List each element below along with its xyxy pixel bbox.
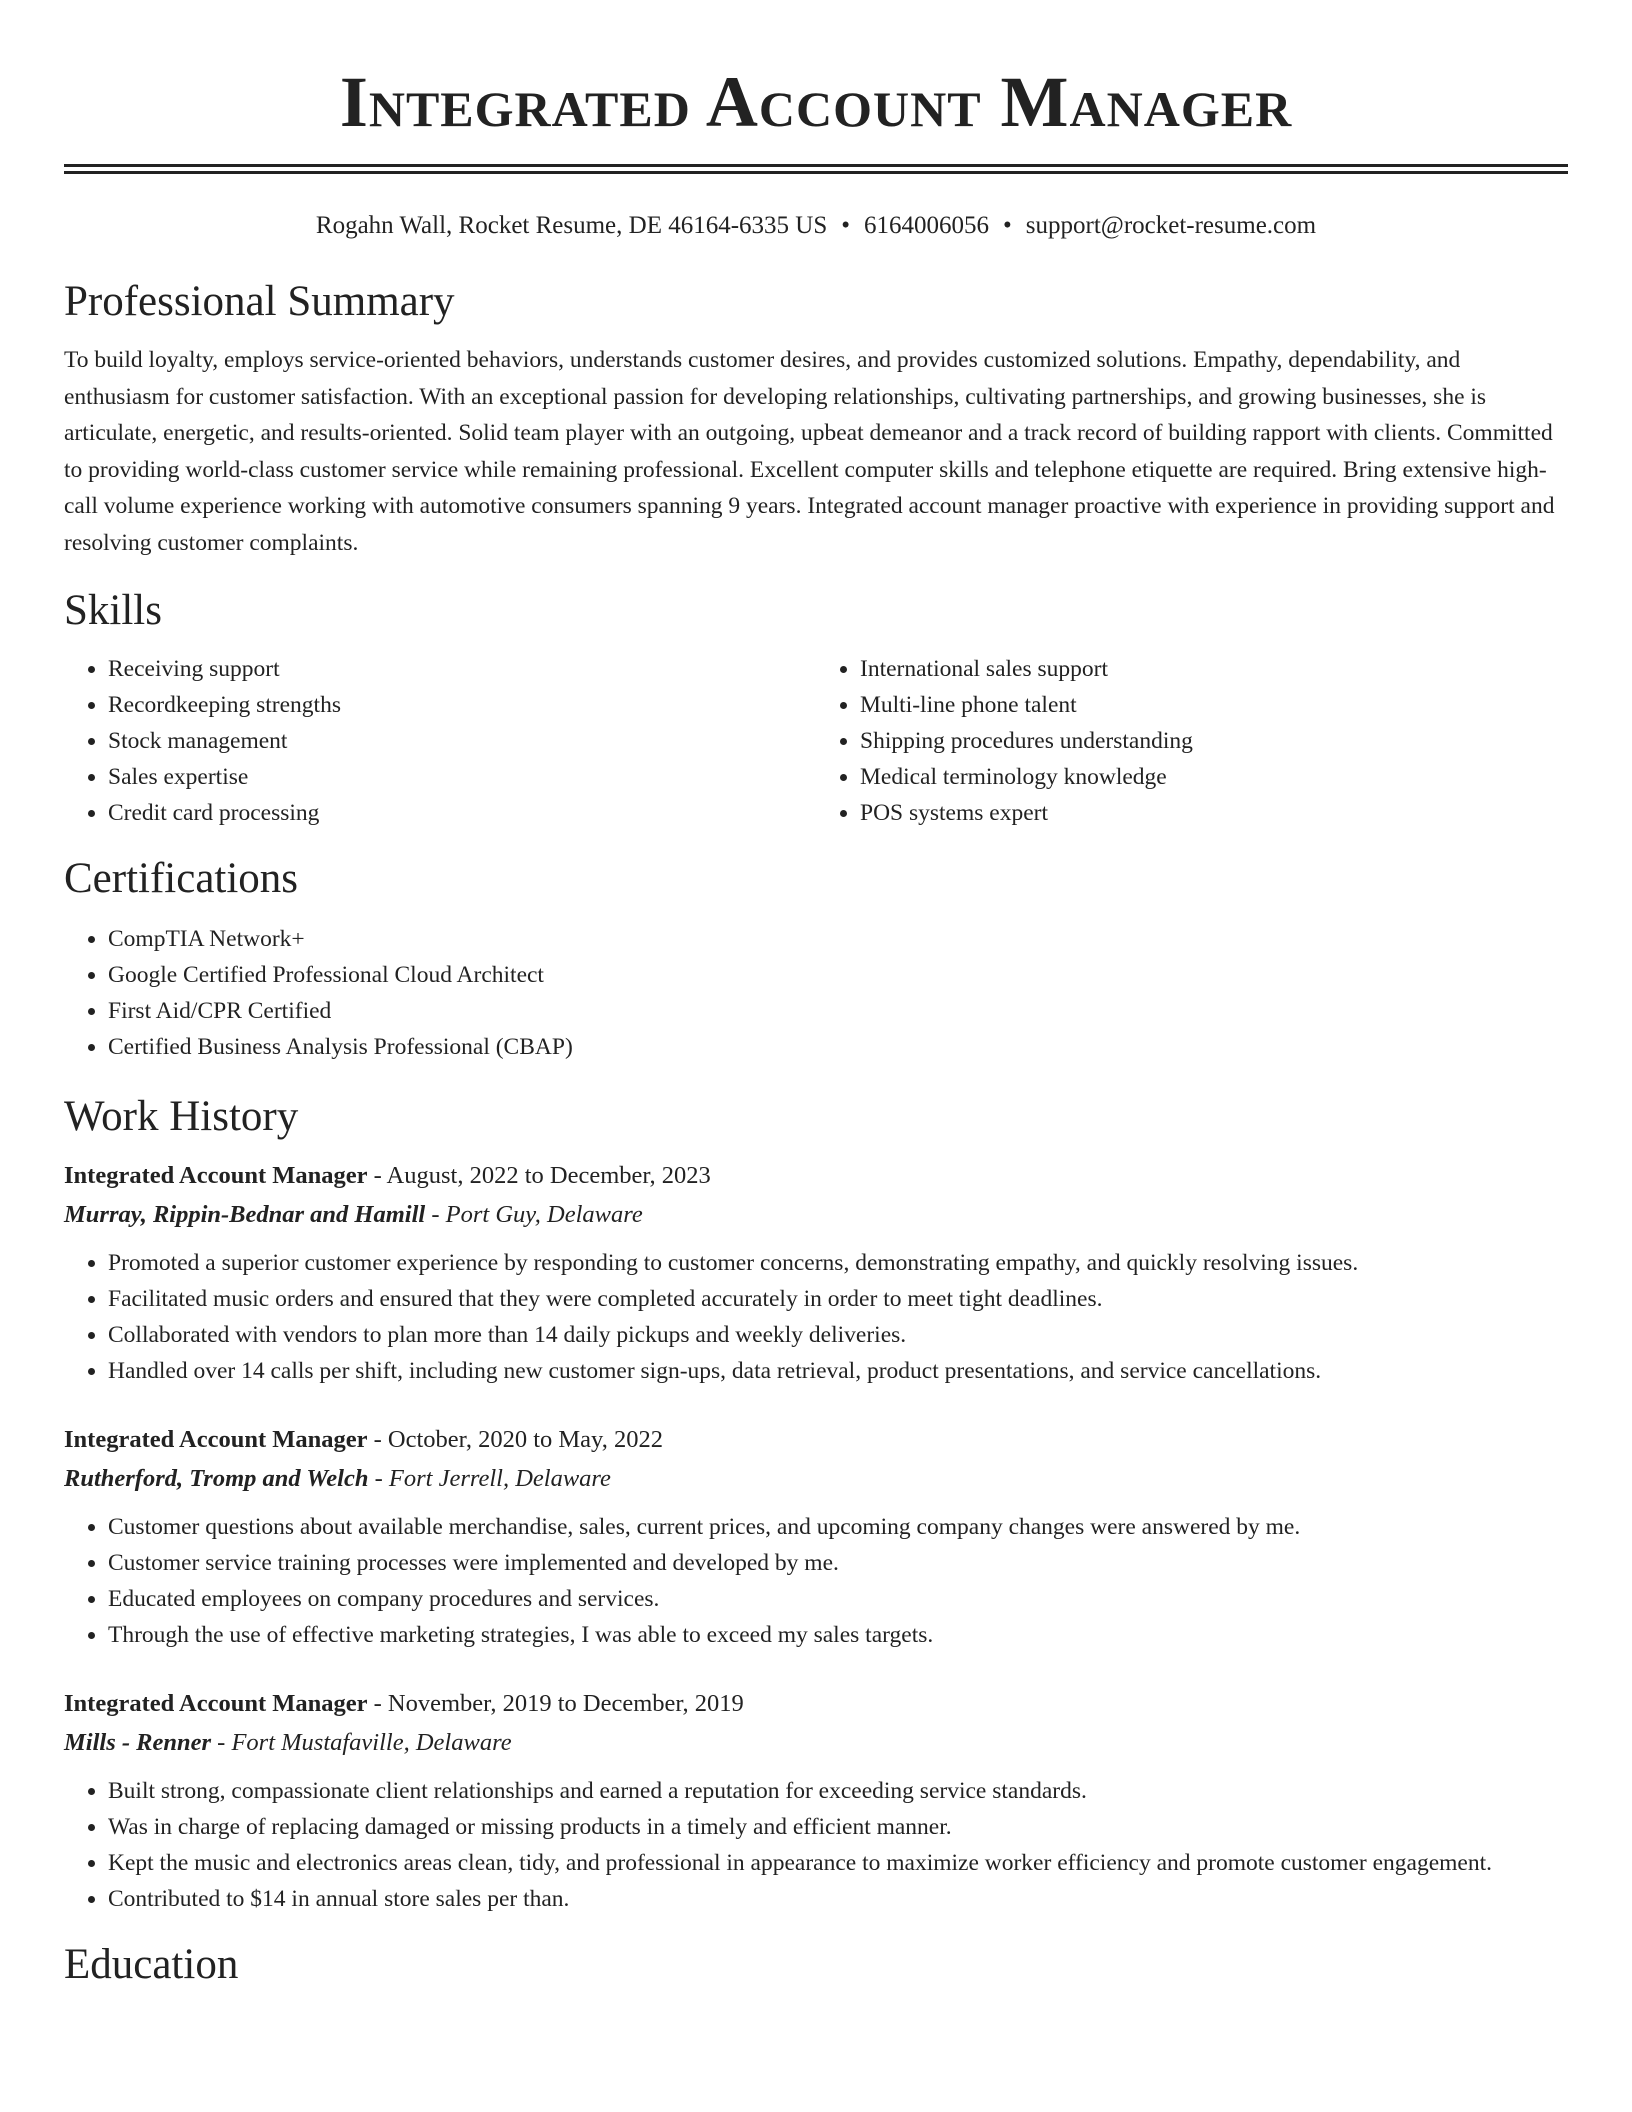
skills-columns [64,651,1568,831]
skills-list-right [816,651,1568,831]
job-entry [64,1421,1568,1653]
job-entry [64,1157,1568,1389]
job-bullets [64,1773,1568,1917]
work-history-heading: Work History [64,1093,299,1140]
list-item: • Multi-line phone talent [860,687,1568,723]
job-entry [64,1685,1568,1917]
list-item: • Built strong, compassionate client relationships and earned a reputation for exceeding service standards. [108,1773,1568,1809]
list-item: • Kept the music and electronics areas clean, tidy, and professional in appearance to maximize worker efficiency and promote customer engagement. [108,1845,1568,1881]
list-item: • Facilitated music orders and ensured that they were completed accurately in order to meet tight deadlines. [108,1281,1568,1317]
certifications-heading: Certifications [64,855,299,902]
contact-email: support@rocket-resume.com [1025,212,1317,239]
title-double-rule [64,164,1568,174]
job-header [64,1157,1568,1195]
job-location: - Fort Jerrell, Delaware [368,1465,611,1492]
list-item: • Handled over 14 calls per shift, including new customer sign-ups, data retrieval, product presentations, and service cancellations. [108,1353,1568,1389]
resume-page [64,0,1568,1991]
skills-list-left [64,651,816,831]
job-title: Integrated Account Manager [64,1162,368,1189]
education-heading: Education [64,1941,239,1988]
list-item: • Certified Business Analysis Professional (CBAP) [108,1029,1568,1065]
list-item: • International sales support [860,651,1568,687]
job-bullets [64,1245,1568,1389]
list-item: • Shipping procedures understanding [860,723,1568,759]
list-item: • CompTIA Network+ [108,921,1568,957]
list-item: • Educated employees on company procedures and services. [108,1581,1568,1617]
list-item: • Stock management [108,723,816,759]
list-item: • POS systems expert [860,795,1568,831]
job-company-line [64,1459,1568,1499]
job-title: Integrated Account Manager [64,1426,368,1453]
list-item: • Customer service training processes were implemented and developed by me. [108,1545,1568,1581]
list-item: • Receiving support [108,651,816,687]
job-header [64,1685,1568,1723]
job-bullets [64,1509,1568,1653]
resume-title: Integrated Account Manager [339,62,1293,142]
job-company: Murray, Rippin-Bednar and Hamill [64,1201,426,1228]
job-location: - Fort Mustafaville, Delaware [211,1729,512,1756]
list-item: • Was in charge of replacing damaged or missing products in a timely and efficient manner. [108,1809,1568,1845]
skills-heading: Skills [64,587,162,634]
job-title: Integrated Account Manager [64,1690,368,1717]
contact-phone: 6164006056 [864,212,990,239]
list-item: • Sales expertise [108,759,816,795]
list-item: • Medical terminology knowledge [860,759,1568,795]
job-company-line [64,1195,1568,1235]
contact-separator: • [1003,212,1012,239]
job-dates: - August, 2022 to December, 2023 [367,1162,711,1189]
list-item: • Contributed to $14 in annual store sales per than. [108,1881,1568,1917]
job-dates: - October, 2020 to May, 2022 [367,1426,663,1453]
job-header [64,1421,1568,1459]
job-company: Mills - Renner [64,1729,212,1756]
list-item: • Promoted a superior customer experience by responding to customer concerns, demonstrating empathy, and quickly resolving issues. [108,1245,1568,1281]
job-dates: - November, 2019 to December, 2019 [367,1690,744,1717]
summary-heading: Professional Summary [64,278,455,325]
job-company-line [64,1723,1568,1763]
list-item: • Customer questions about available merchandise, sales, current prices, and upcoming company changes were answered by me. [108,1509,1568,1545]
list-item: • Through the use of effective marketing strategies, I was able to exceed my sales targets. [108,1617,1568,1653]
contact-separator: • [841,212,851,239]
job-location: - Port Guy, Delaware [425,1201,643,1228]
certifications-list [64,921,1568,1065]
list-item: • Collaborated with vendors to plan more than 14 daily pickups and weekly deliveries. [108,1317,1568,1353]
list-item: • First Aid/CPR Certified [108,993,1568,1029]
contact-line [64,210,1568,242]
summary-text: To build loyalty, employs service-oriented behaviors, understands customer desires, and provides customized solutions. Empathy, dependability, and enthusiasm for customer satisfaction. With an exceptional passion for developing relationships, cultivating partnerships, and growing businesses, she is articulate, energetic, and results-oriented. Solid team player with an outgoing, upbeat demeanor and a track record of building rapport with clients. Committed to providing world-class customer service while remaining professional. Excellent computer skills and telephone etiquette are required. Bring extensive high-call volume experience working with automotive consumers spanning 9 years. Integrated account manager proactive with experience in providing support and resolving customer complaints. [64,347,1555,556]
list-item: • Credit card processing [108,795,816,831]
list-item: • Recordkeeping strengths [108,687,816,723]
contact-address: Rogahn Wall, Rocket Resume, DE 46164-6335 US [315,212,828,239]
list-item: • Google Certified Professional Cloud Architect [108,957,1568,993]
job-company: Rutherford, Tromp and Welch [64,1465,369,1492]
